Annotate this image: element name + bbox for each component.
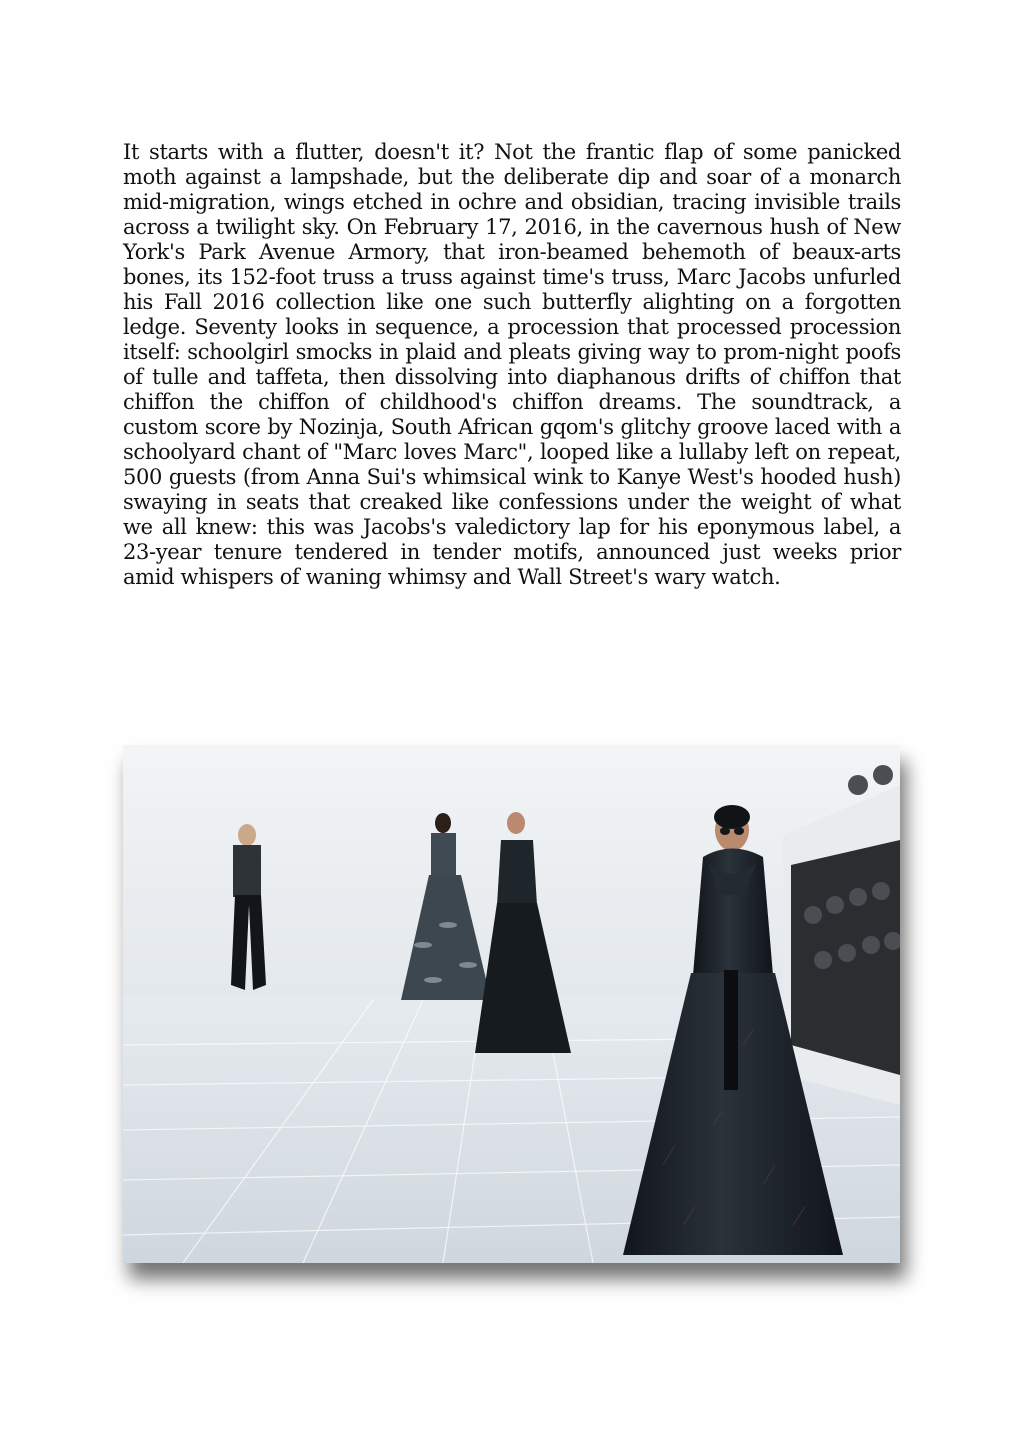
- runway-photo: [123, 745, 900, 1263]
- runway-photo-illustration: [123, 745, 900, 1263]
- article-paragraph: It starts with a flutter, doesn't it? Not the frantic flap of some panicked moth against a lampshade, but the deliberate dip and soar of a monarch mid-migration, wings etched in ochre and obsidian, tracing invisible trails across a twilight sky. On February 17, 2016, in the cavernous hush of New York's Park Avenue Armory, that iron-beamed behemoth of beaux-arts bones, its 152-foot truss a truss against time's truss, Marc Jacobs unfurled his Fall 2016 collection like one such butterfly alighting on a forgotten ledge. Seventy looks in sequence, a procession that processed procession itself: schoolgirl smocks in plaid and pleats giving way to prom-night poofs of tulle and taffeta, then dissolving into diaphanous drifts of chiffon that chiffon the chiffon of childhood's chiffon dreams. The soundtrack, a custom score by Nozinja, South African gqom's glitchy groove laced with a schoolyard chant of "Marc loves Marc", looped like a lullaby left on repeat, 500 guests (from Anna Sui's whimsical wink to Kanye West's hooded hush) swaying in seats that creaked like confessions under the weight of what we all knew: this was Jacobs's valedictory lap for his eponymous label, a 23-year tenure tendered in tender motifs, announced just weeks prior amid whispers of waning whimsy and Wall Street's wary watch.: [123, 140, 901, 589]
